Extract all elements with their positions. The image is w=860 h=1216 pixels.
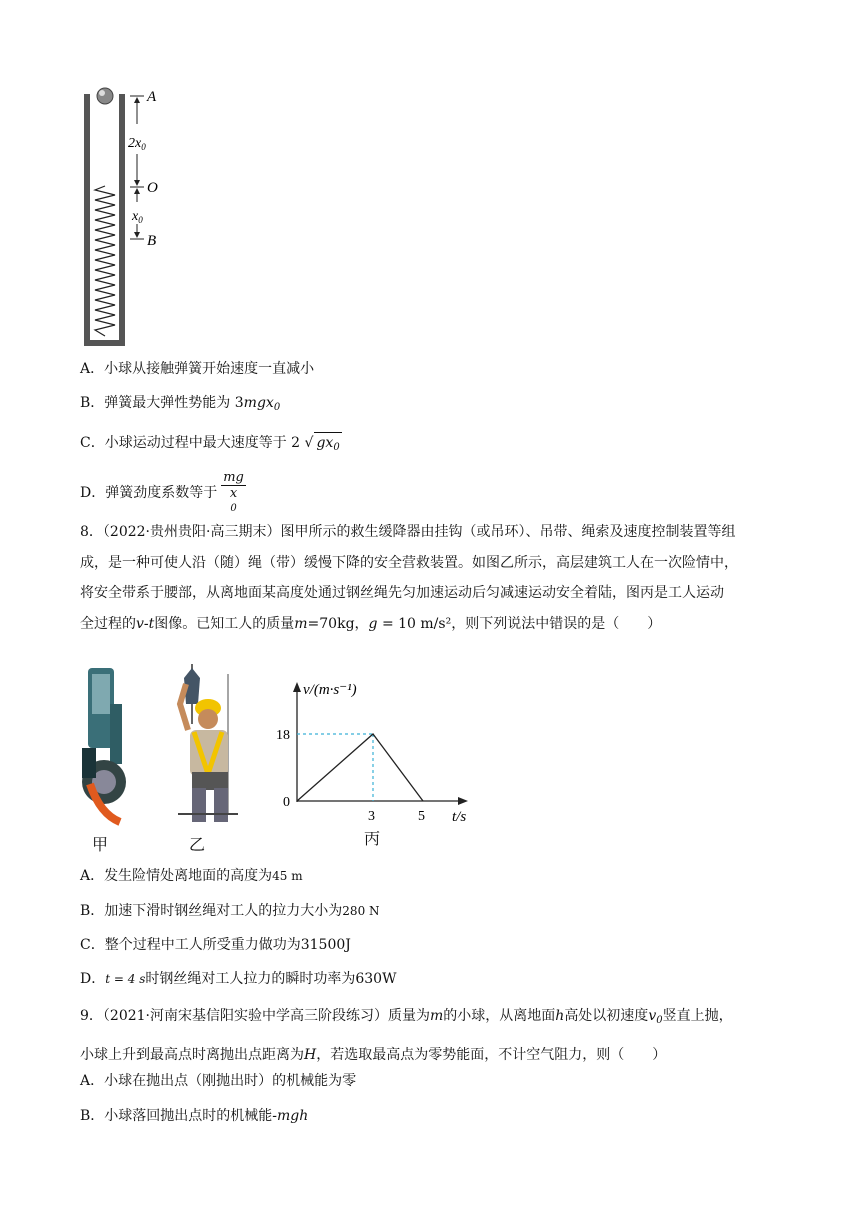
- dist-ob: $x_0$: [132, 209, 143, 225]
- label-b: B: [147, 233, 157, 249]
- caption-bing: 丙: [364, 829, 381, 848]
- q8-stem: 8．（2022·贵州贵阳·高三期末）图甲所示的救生缓降器由挂钩（或吊环）、吊带、绳索及速度控制装置等组 成，是一种可使人沿（随）绳（带）缓慢下降的安全营救装置。如图乙所示，高层建筑工人在一次险情中， 将安全带系于腰部，从离地面某高度处通过钢丝绳先匀加速运动后匀减速运动安全着陆，图丙是工人运动 全过程的v-t图像。已知工人的质量m=70kg，g = 10 m/s²，则下列说法中错误的是（ ）: [80, 524, 738, 632]
- descender-device-photo: [80, 664, 130, 824]
- ball: [97, 88, 113, 104]
- x-axis-label: t/s: [452, 809, 467, 825]
- worker-photo: [158, 664, 244, 828]
- q9-option-a: A．小球在抛出点（刚抛出时）的机械能为零: [80, 1073, 357, 1089]
- q8-option-c: C．整个过程中工人所受重力做功为31500J: [80, 937, 351, 953]
- q9-option-b: B．小球落回抛出点时的机械能-mgh: [80, 1108, 309, 1124]
- caption-yi: 乙: [189, 835, 206, 854]
- y-tick-18: 18: [276, 728, 290, 743]
- x-tick-3: 3: [368, 809, 375, 824]
- q8-option-b: B．加速下滑时钢丝绳对工人的拉力大小为280 N: [80, 903, 380, 919]
- label-a: A: [147, 89, 157, 105]
- q9-stem: 9．（2021·河南宋基信阳实验中学高三阶段练习）质量为m的小球，从离地面h高处以初速度$v_0$竖直上抛， 小球上升到最高点时离抛出点距离为H，若选取最高点为零势能面，不计空气阻力，则（ ）: [80, 1008, 733, 1063]
- q7-option-d: D．弹簧劲度系数等于 mg x 0: [80, 470, 244, 514]
- vt-graph: [276, 680, 480, 825]
- q7-option-a: A．小球从接触弹簧开始速度一直减小: [80, 361, 315, 377]
- q7-option-c: C．小球运动过程中最大速度等于 2 √ $gx_0$: [80, 432, 342, 458]
- dist-ao: $2x_0$: [128, 136, 146, 152]
- q8-option-a: A．发生险情处离地面的高度为45 m: [80, 868, 303, 884]
- origin-label: 0: [283, 795, 290, 810]
- caption-jia: 甲: [92, 835, 109, 854]
- q7-option-b: B．弹簧最大弹性势能为 3mgx$_0$: [80, 395, 281, 413]
- x-tick-5: 5: [418, 809, 425, 824]
- spring: [95, 186, 115, 336]
- y-axis-label: v/(m·s⁻¹): [303, 682, 357, 698]
- spring-tube-figure: [80, 84, 180, 349]
- vt-line: [297, 734, 423, 801]
- label-o: O: [147, 180, 158, 196]
- q8-option-d: D．t = 4 s时钢丝绳对工人拉力的瞬时功率为630W: [80, 971, 397, 987]
